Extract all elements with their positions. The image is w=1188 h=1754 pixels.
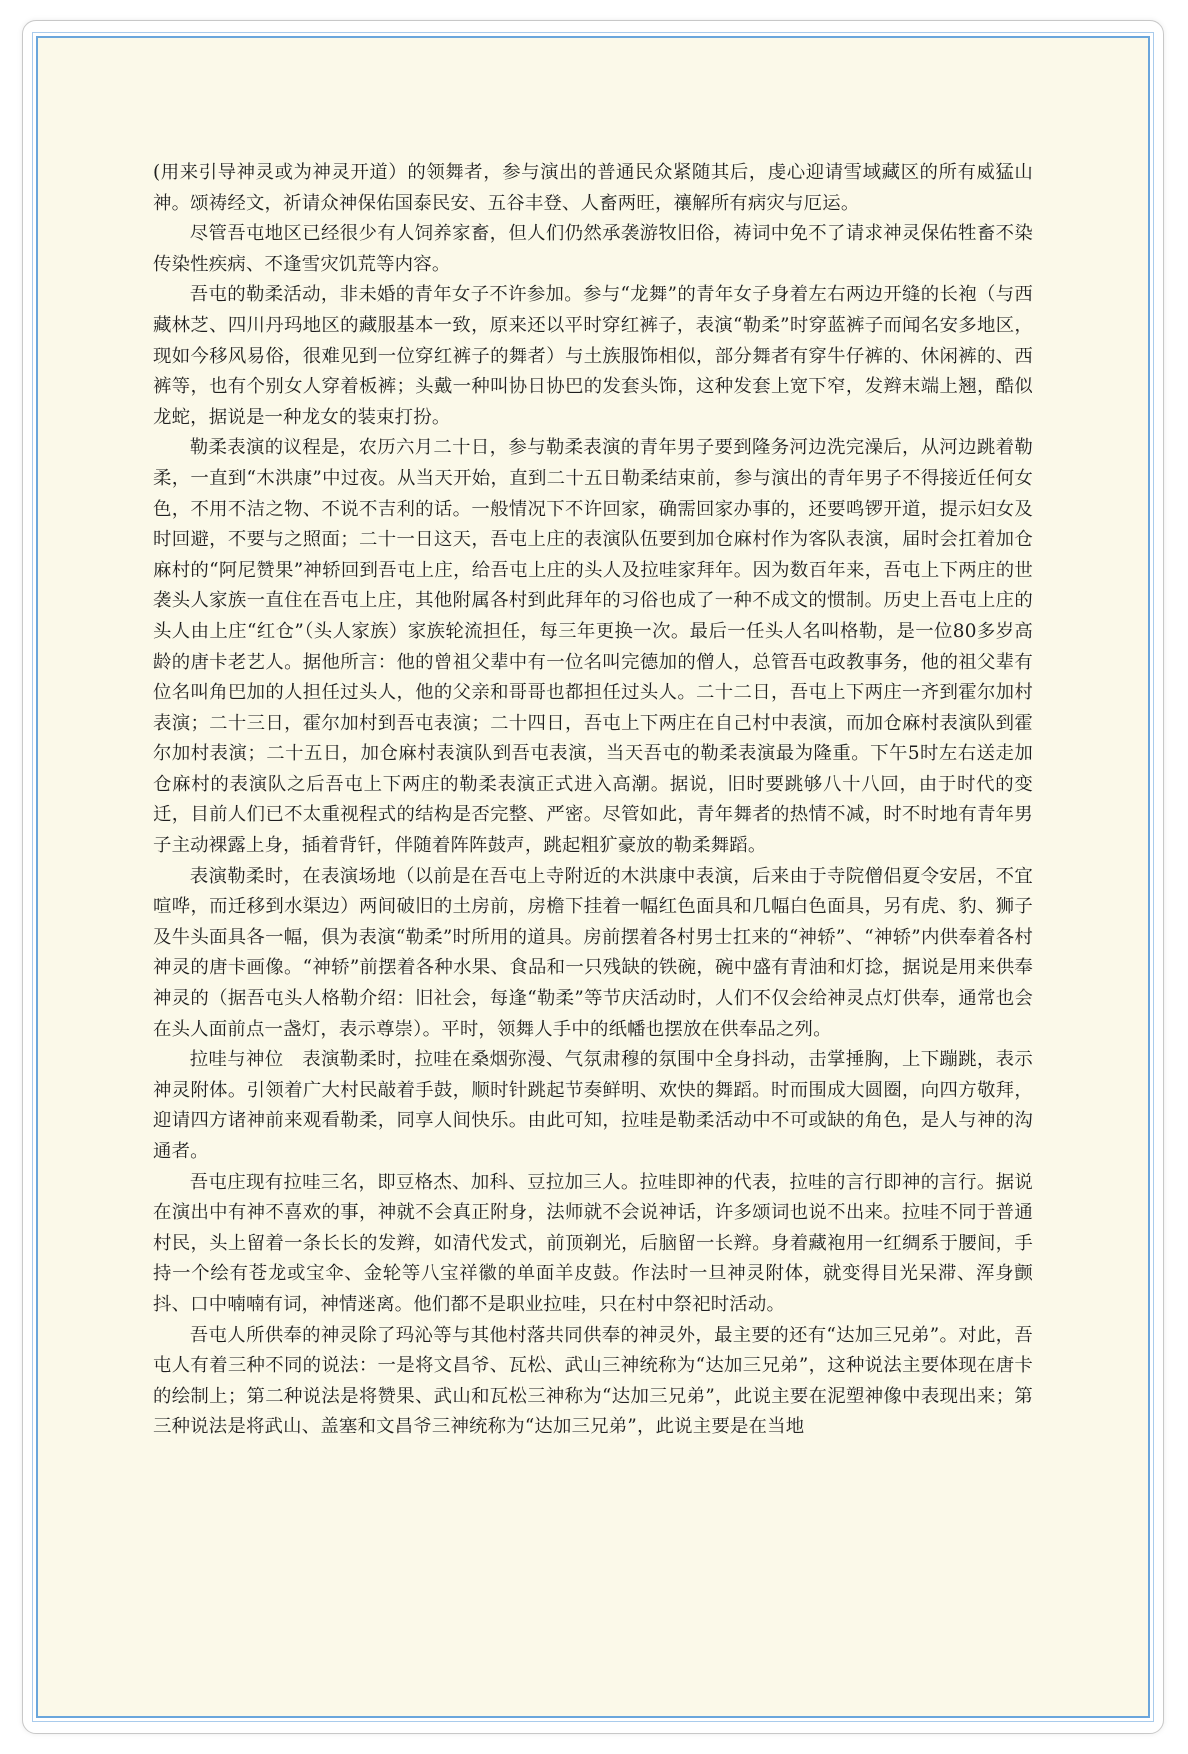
- paragraph: 吾屯的勒柔活动，非未婚的青年女子不许参加。参与“龙舞”的青年女子身着左右两边开缝的长袍（与西藏林芝、四川丹玛地区的藏服基本一致，原来还以平时穿红裤子，表演“勒柔”时穿蓝裤子而闻名安多地区，现如今移风易俗，很难见到一位穿红裤子的舞者）与土族服饰相似，部分舞者有穿牛仔裤的、休闲裤的、西裤等，也有个别女人穿着板裤；头戴一种叫协日协巴的发套头饰，这种发套上宽下窄，发辫末端上翘，酷似龙蛇，据说是一种龙女的装束打扮。: [153, 284, 1033, 428]
- paragraph: 尽管吾屯地区已经很少有人饲养家畜，但人们仍然承袭游牧旧俗，祷词中免不了请求神灵保佑牲畜不染传染性疾病、不逢雪灾饥荒等内容。: [153, 223, 1033, 275]
- paragraph: 拉哇与神位 表演勒柔时，拉哇在桑烟弥漫、气氛肃穆的氛围中全身抖动，击掌捶胸，上下蹦跳，表示神灵附体。引领着广大村民敲着手鼓，顺时针跳起节奏鲜明、欢快的舞蹈。时而围成大圆圈，向四方敬拜，迎请四方诸神前来观看勒柔，同享人间快乐。由此可知，拉哇是勒柔活动中不可或缺的角色，是人与神的沟通者。: [153, 1049, 1033, 1162]
- document-body: [153, 158, 1033, 1443]
- paragraph: 勒柔表演的议程是，农历六月二十日，参与勒柔表演的青年男子要到隆务河边洗完澡后，从河边跳着勒柔，一直到“木洪康”中过夜。从当天开始，直到二十五日勒柔结束前，参与演出的青年男子不得接近任何女色，不用不洁之物、不说不吉利的话。一般情况下不许回家，确需回家办事的，还要鸣锣开道，提示妇女及时回避，不要与之照面；二十一日这天，吾屯上庄的表演队伍要到加仓麻村作为客队表演，届时会扛着加仓麻村的“阿尼赞果”神轿回到吾屯上庄，给吾屯上庄的头人及拉哇家拜年。因为数百年来，吾屯上下两庄的世袭头人家族一直住在吾屯上庄，其他附属各村到此拜年的习俗也成了一种不成文的惯制。历史上吾屯上庄的头人由上庄“红仓”（头人家族）家族轮流担任，每三年更换一次。最后一任头人名叫格勒，是一位80多岁高龄的唐卡老艺人。据他所言：他的曾祖父辈中有一位名叫完德加的僧人，总管吾屯政教事务，他的祖父辈有位名叫角巴加的人担任过头人，他的父亲和哥哥也都担任过头人。二十二日，吾屯上下两庄一齐到霍尔加村表演；二十三日，霍尔加村到吾屯表演；二十四日，吾屯上下两庄在自己村中表演，而加仓麻村表演队到霍尔加村表演；二十五日，加仓麻村表演队到吾屯表演，当天吾屯的勒柔表演最为隆重。下午5时左右送走加仓麻村的表演队之后吾屯上下两庄的勒柔表演正式进入高潮。据说，旧时要跳够八十八回，由于时代的变迁，目前人们已不太重视程式的结构是否完整、严密。尽管如此，青年舞者的热情不减，时不时地有青年男子主动裸露上身，插着背钎，伴随着阵阵鼓声，跳起粗犷豪放的勒柔舞蹈。: [153, 437, 1033, 857]
- paragraph: 表演勒柔时，在表演场地（以前是在吾屯上寺附近的木洪康中表演，后来由于寺院僧侣夏令安居，不宜喧哗，而迁移到水渠边）两间破旧的土房前，房檐下挂着一幅红色面具和几幅白色面具，另有虎、豹、狮子及牛头面具各一幅，俱为表演“勒柔”时所用的道具。房前摆着各村男士扛来的“神轿”、“神轿”内供奉着各村神灵的唐卡画像。“神轿”前摆着各种水果、食品和一只残缺的铁碗，碗中盛有青油和灯捻，据说是用来供奉神灵的（据吾屯头人格勒介绍：旧社会，每逢“勒柔”等节庆活动时，人们不仅会给神灵点灯供奉，通常也会在头人面前点一盏灯，表示尊崇）。平时，领舞人手中的纸幡也摆放在供奉品之列。: [153, 865, 1033, 1040]
- paragraph: 吾屯人所供奉的神灵除了玛沁等与其他村落共同供奉的神灵外，最主要的还有“达加三兄弟”。对此，吾屯人有着三种不同的说法：一是将文昌爷、瓦松、武山三神统称为“达加三兄弟”，这种说法主要体现在唐卡的绘制上；第二种说法是将赞果、武山和瓦松三神称为“达加三兄弟”，此说主要在泥塑神像中表现出来；第三种说法是将武山、盖塞和文昌爷三神统称为“达加三兄弟”，此说主要是在当地: [153, 1324, 1033, 1438]
- paragraph: 吾屯庄现有拉哇三名，即豆格杰、加科、豆拉加三人。拉哇即神的代表，拉哇的言行即神的言行。据说在演出中有神不喜欢的事，神就不会真正附身，法师就不会说神话，许多颂词也说不出来。拉哇不同于普通村民，头上留着一条长长的发辫，如清代发式，前顶剃光，后脑留一长辫。身着藏袍用一红绸系于腰间，手持一个绘有苍龙或宝伞、金轮等八宝祥徽的单面羊皮鼓。作法时一旦神灵附体，就变得目光呆滞、浑身颤抖、口中喃喃有词，神情迷离。他们都不是职业拉哇，只在村中祭祀时活动。: [153, 1171, 1033, 1315]
- document-page: [36, 36, 1150, 1718]
- paragraph: (用来引导神灵或为神灵开道）的领舞者，参与演出的普通民众紧随其后，虔心迎请雪域藏区的所有威猛山神。颂祷经文，祈请众神保佑国泰民安、五谷丰登、人畜两旺，禳解所有病灾与厄运。: [153, 162, 1033, 214]
